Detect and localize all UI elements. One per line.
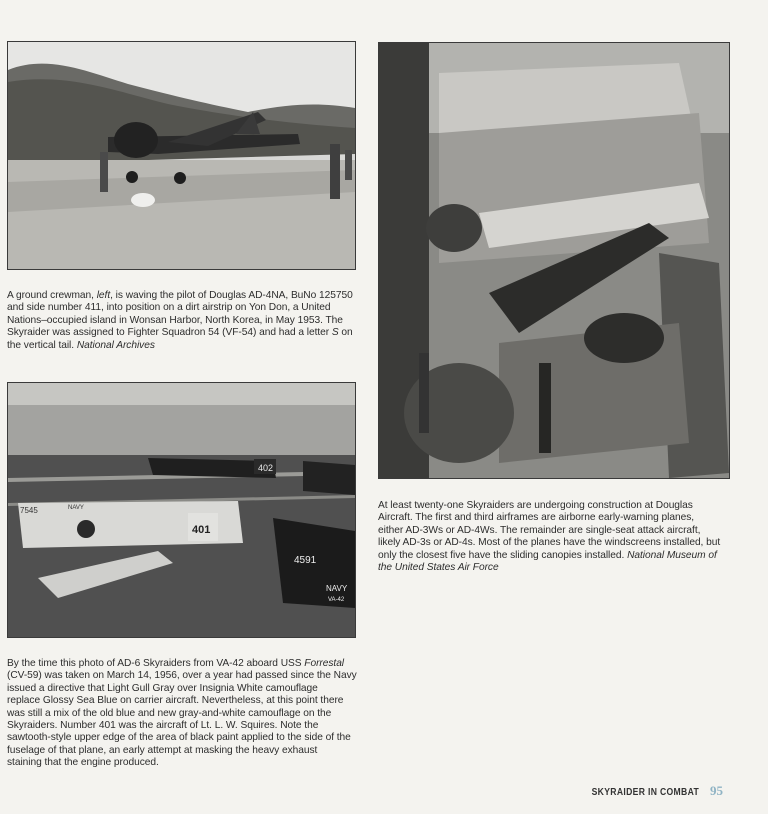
aircraft-number: 401 [192,524,211,536]
caption-line: Skyraiders. Number 401 was the aircraft of Lt. L. W. Squires. Note the [7,720,319,732]
photo-assembly-line-image [379,43,729,478]
aircraft-marking: NAVY [326,584,348,593]
caption-line: and side number 411, into position on a dirt airstrip on Yon Don, a United [7,302,331,314]
caption-line: fuselage of that plane, an early attempt at masking the heavy exhaust [7,744,318,756]
caption-line: Aircraft. The first and third airframes are airborne early-warning planes, [378,512,695,524]
caption-line: Nations–occupied island in Wonsan Harbor, North Korea, in May 1953. The [7,314,343,326]
photo-credit: National Archives [76,339,155,351]
caption-line: By the time this photo of AD-6 Skyraiders from VA-42 aboard USS Forrestal [7,658,345,669]
caption-line: only the closest five have the sliding canopies installed. National Museum of [378,549,717,561]
caption-line: issued a directive that Light Gull Gray over Insignia White camouflage [7,682,318,694]
caption-line: was still a mix of the old blue and new gray-and-white camouflage on the [7,707,332,719]
aircraft-number: 7545 [20,506,38,515]
caption-line: sawtooth-style upper edge of the area of black paint applied to the side of the [7,732,351,744]
page-number: 95 [710,783,723,798]
photo-airstrip [7,41,356,270]
aircraft-marking: NAVY [68,505,84,511]
photo-carrier-deck [7,382,356,638]
caption-line: replace Glossy Sea Blue on carrier aircraft. Nevertheless, at this point there [7,695,344,707]
caption-line: staining that the engine produced. [7,757,159,769]
caption-line: A ground crewman, left, is waving the pilot of Douglas AD-4NA, BuNo 125750 [7,290,353,301]
caption-assembly-line [378,500,728,574]
caption-line: likely AD-3s or AD-4s. Most of the planes have the windscreens installed, but [378,537,721,549]
caption-line: Skyraider was assigned to Fighter Squadron 54 (VF-54) and had a letter S on [7,327,353,339]
caption-line [378,562,728,574]
page-footer [568,782,723,800]
caption-line: At least twenty-one Skyraiders are undergoing construction at Douglas [378,500,693,511]
photo-assembly-line [378,42,730,479]
caption-line: the vertical tail. National Archives [7,339,155,351]
aircraft-marking: VA-42 [328,597,345,603]
caption-line: (CV-59) was taken on March 14, 1956, over a year had passed since the Navy [7,670,357,682]
caption-line: either AD-3Ws or AD-4Ws. The remainder are single-seat attack aircraft, [378,524,701,536]
aircraft-number: 4591 [294,555,317,566]
aircraft-number: 402 [258,463,274,473]
photo-credit: National Museum of [627,549,717,561]
caption-airstrip [7,290,355,352]
photo-credit: the United States Air Force [378,562,499,574]
photo-airstrip-image [8,42,355,269]
caption-carrier-deck [7,658,355,770]
photo-carrier-deck-image [8,383,355,637]
running-footer-title: SKYRAIDER IN COMBAT [592,786,700,798]
